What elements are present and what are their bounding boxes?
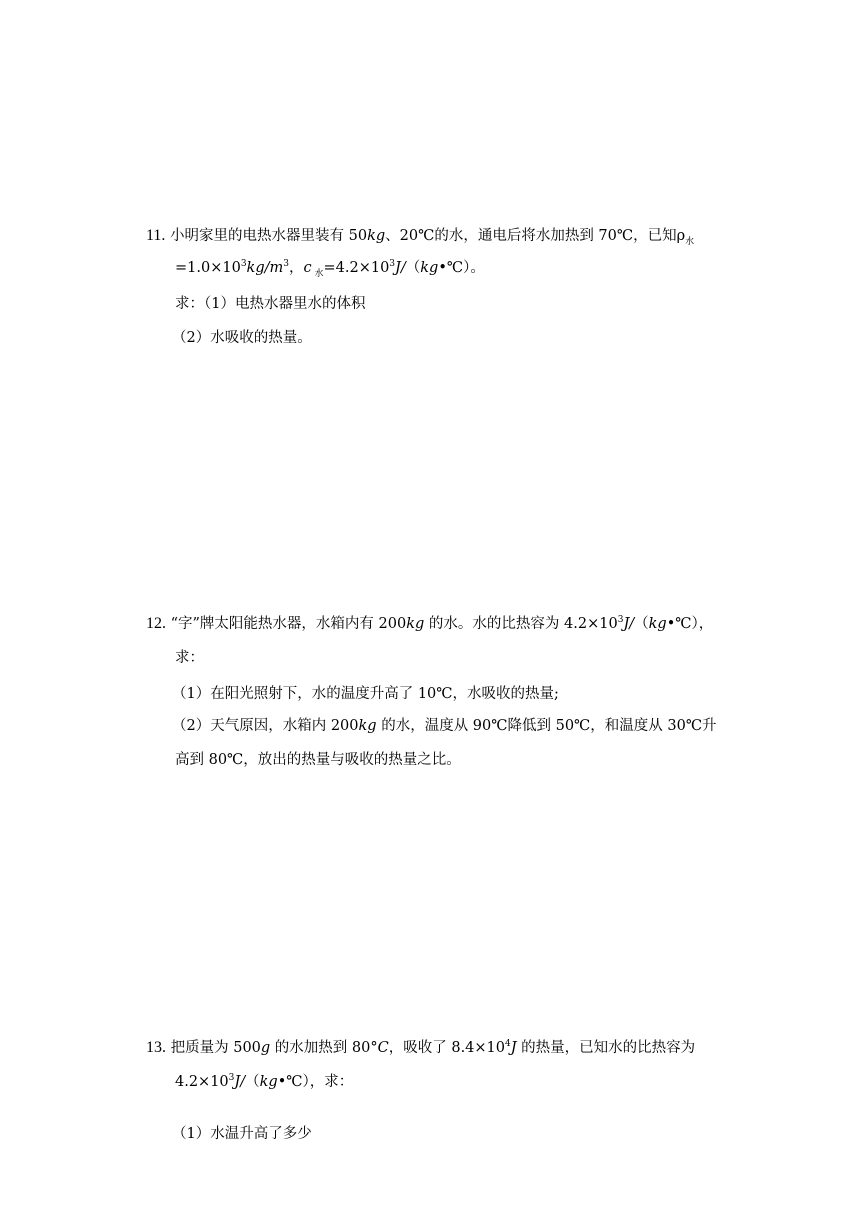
text: •℃），求： [277,1074,354,1090]
unit: C [377,1040,389,1056]
unit: J/ [395,260,406,276]
question-12-line-1 [146,614,713,634]
text: （2）天气原因，水箱内 200 [172,718,359,734]
question-number: 11. [146,227,166,244]
text: （ [405,260,421,276]
unit: kg [367,228,386,244]
text: 的水。水的比热容为 4.2×10 [424,616,618,632]
question-12-line-3: （1）在阳光照射下，水的温度升高了 10℃，水吸收的热量; [172,686,559,702]
text: =4.2×10 [323,260,390,276]
unit: kg [648,616,667,632]
superscript: 3 [240,259,247,270]
question-number: 12. [146,615,166,632]
text: 的水加热到 80° [270,1040,378,1056]
question-11-line-4: （2）水吸收的热量。 [172,330,312,346]
subscript: 水 [685,236,695,247]
unit: J/ [623,616,635,632]
superscript: 4 [505,1039,511,1050]
unit: kg [259,1074,278,1090]
unit: g [260,1040,271,1056]
text: 4.2×10 [175,1074,229,1090]
question-13-line-2 [175,1072,353,1092]
unit: kg [358,718,377,734]
text: “字”牌太阳能热水器，水箱内有 200 [170,616,407,632]
question-12-line-4 [172,716,717,736]
unit: J/ [234,1074,246,1090]
text: 的水，温度从 90℃降低到 50℃，和温度从 30℃升 [376,718,717,734]
question-13-line-1 [146,1038,695,1058]
text: 把质量为 500 [170,1040,261,1056]
question-number: 13. [146,1039,166,1056]
superscript: 3 [389,259,396,270]
question-12-line-5: 高到 80℃，放出的热量与吸收的热量之比。 [175,752,461,768]
question-11-line-2 [175,258,485,278]
unit: J [510,1040,517,1056]
text: 的热量，已知水的比热容为 [516,1040,696,1056]
text: 小明家里的电热水器里装有 50 [170,228,368,244]
symbol: c [303,260,312,276]
text: •℃）， [666,616,714,632]
question-11-line-1 [146,226,694,246]
text: =1.0×10 [175,260,241,276]
unit: kg/m [246,260,284,276]
text: 、20℃的水，通电后将水加热到 70℃，已知ρ [385,228,686,244]
question-13-line-3: （1）水温升高了多少 [172,1126,312,1142]
text: ， [288,260,304,276]
superscript: 3 [228,1073,235,1084]
text: ，吸收了 8.4×10 [388,1040,506,1056]
superscript: 3 [617,615,624,626]
question-12-line-2: 求： [175,650,204,666]
subscript: 水 [311,268,324,279]
unit: kg [420,260,439,276]
unit: kg [406,616,425,632]
question-11-line-3: 求：（1）电热水器里水的体积 [175,296,366,312]
text: （ [245,1074,260,1090]
text: •℃）。 [438,260,485,276]
text: （ [634,616,649,632]
superscript: 3 [283,259,289,270]
